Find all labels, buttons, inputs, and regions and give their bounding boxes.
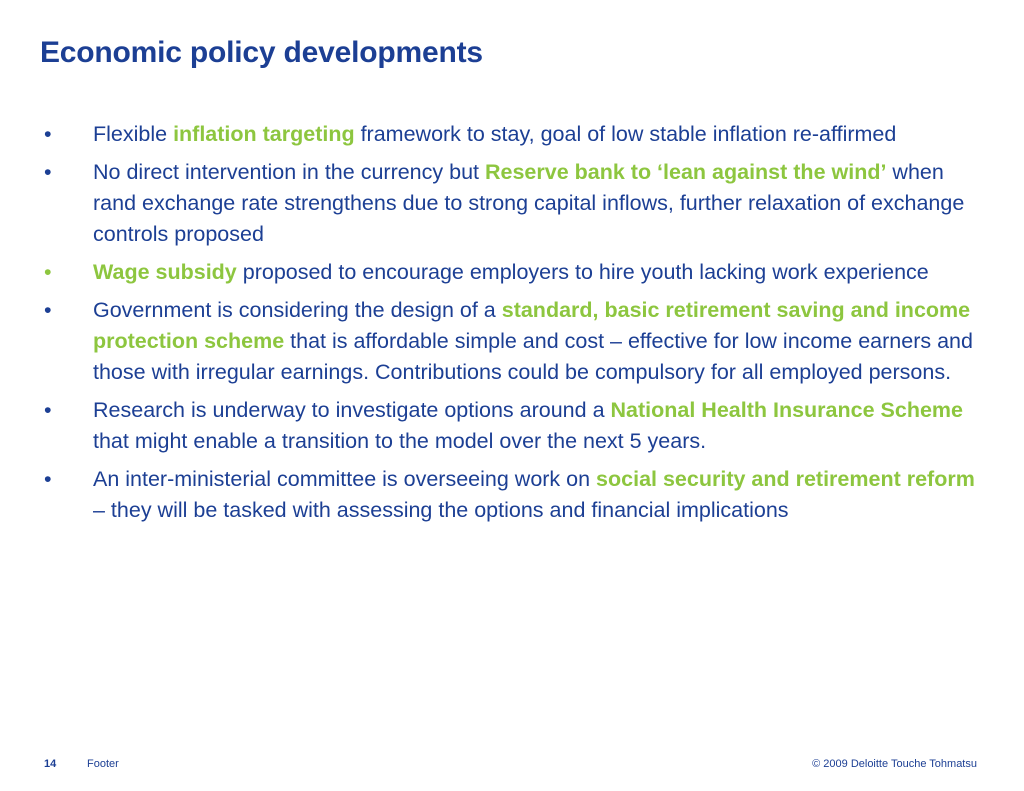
bullet-text-normal: framework to stay, goal of low stable inflation re-affirmed [354,122,897,146]
bullet-text-normal: Government is considering the design of a [93,298,502,322]
bullet-text-normal: proposed to encourage employers to hire youth lacking work experience [236,260,929,284]
bullet-text-normal: No direct intervention in the currency but [93,160,485,184]
bullet-marker: • [44,160,52,184]
bullet-text-highlight: standard, basic retirement saving and income protection scheme [93,298,971,353]
bullet-marker: • [44,122,52,146]
bullet-item [44,257,984,288]
bullet-marker: • [44,260,52,284]
bullet-marker: • [44,467,52,491]
bullet-item [44,157,984,250]
bullet-list [44,119,984,533]
bullet-text-normal: Flexible [93,122,174,146]
bullet-text-highlight: inflation targeting [173,122,355,146]
bullet-text-normal: Research is underway to investigate options around a [93,398,611,422]
bullet-item [44,464,984,526]
copyright-notice: © 2009 Deloitte Touche Tohmatsu [812,758,977,770]
bullet-marker: • [44,298,52,322]
bullet-text-highlight: social security and retirement reform [596,467,975,491]
bullet-text-highlight: Wage subsidy [93,260,237,284]
bullet-marker: • [44,398,52,422]
bullet-text-normal: An inter-ministerial committee is overseeing work on [93,467,597,491]
bullet-text-normal: that is affordable simple and cost – effective for low income earners and those with irregular earnings. Contributions could be compulsory for all employed persons. [93,329,973,384]
bullet-item [44,119,984,150]
bullet-text-normal: that might enable a transition to the model over the next 5 years. [93,429,707,453]
slide-title: Economic policy developments [40,36,483,69]
bullet-text-normal: when rand exchange rate strengthens due to strong capital inflows, further relaxation of exchange controls proposed [93,160,965,246]
bullet-item [44,395,984,457]
bullet-item [44,295,984,388]
bullet-text-highlight: Reserve bank to ‘lean against the wind’ [484,160,887,184]
page-number: 14 [44,758,57,770]
bullet-text-normal: – they will be tasked with assessing the options and financial implications [93,498,789,522]
bullet-text-highlight: National Health Insurance Scheme [610,398,963,422]
footer-label: Footer [87,758,119,770]
